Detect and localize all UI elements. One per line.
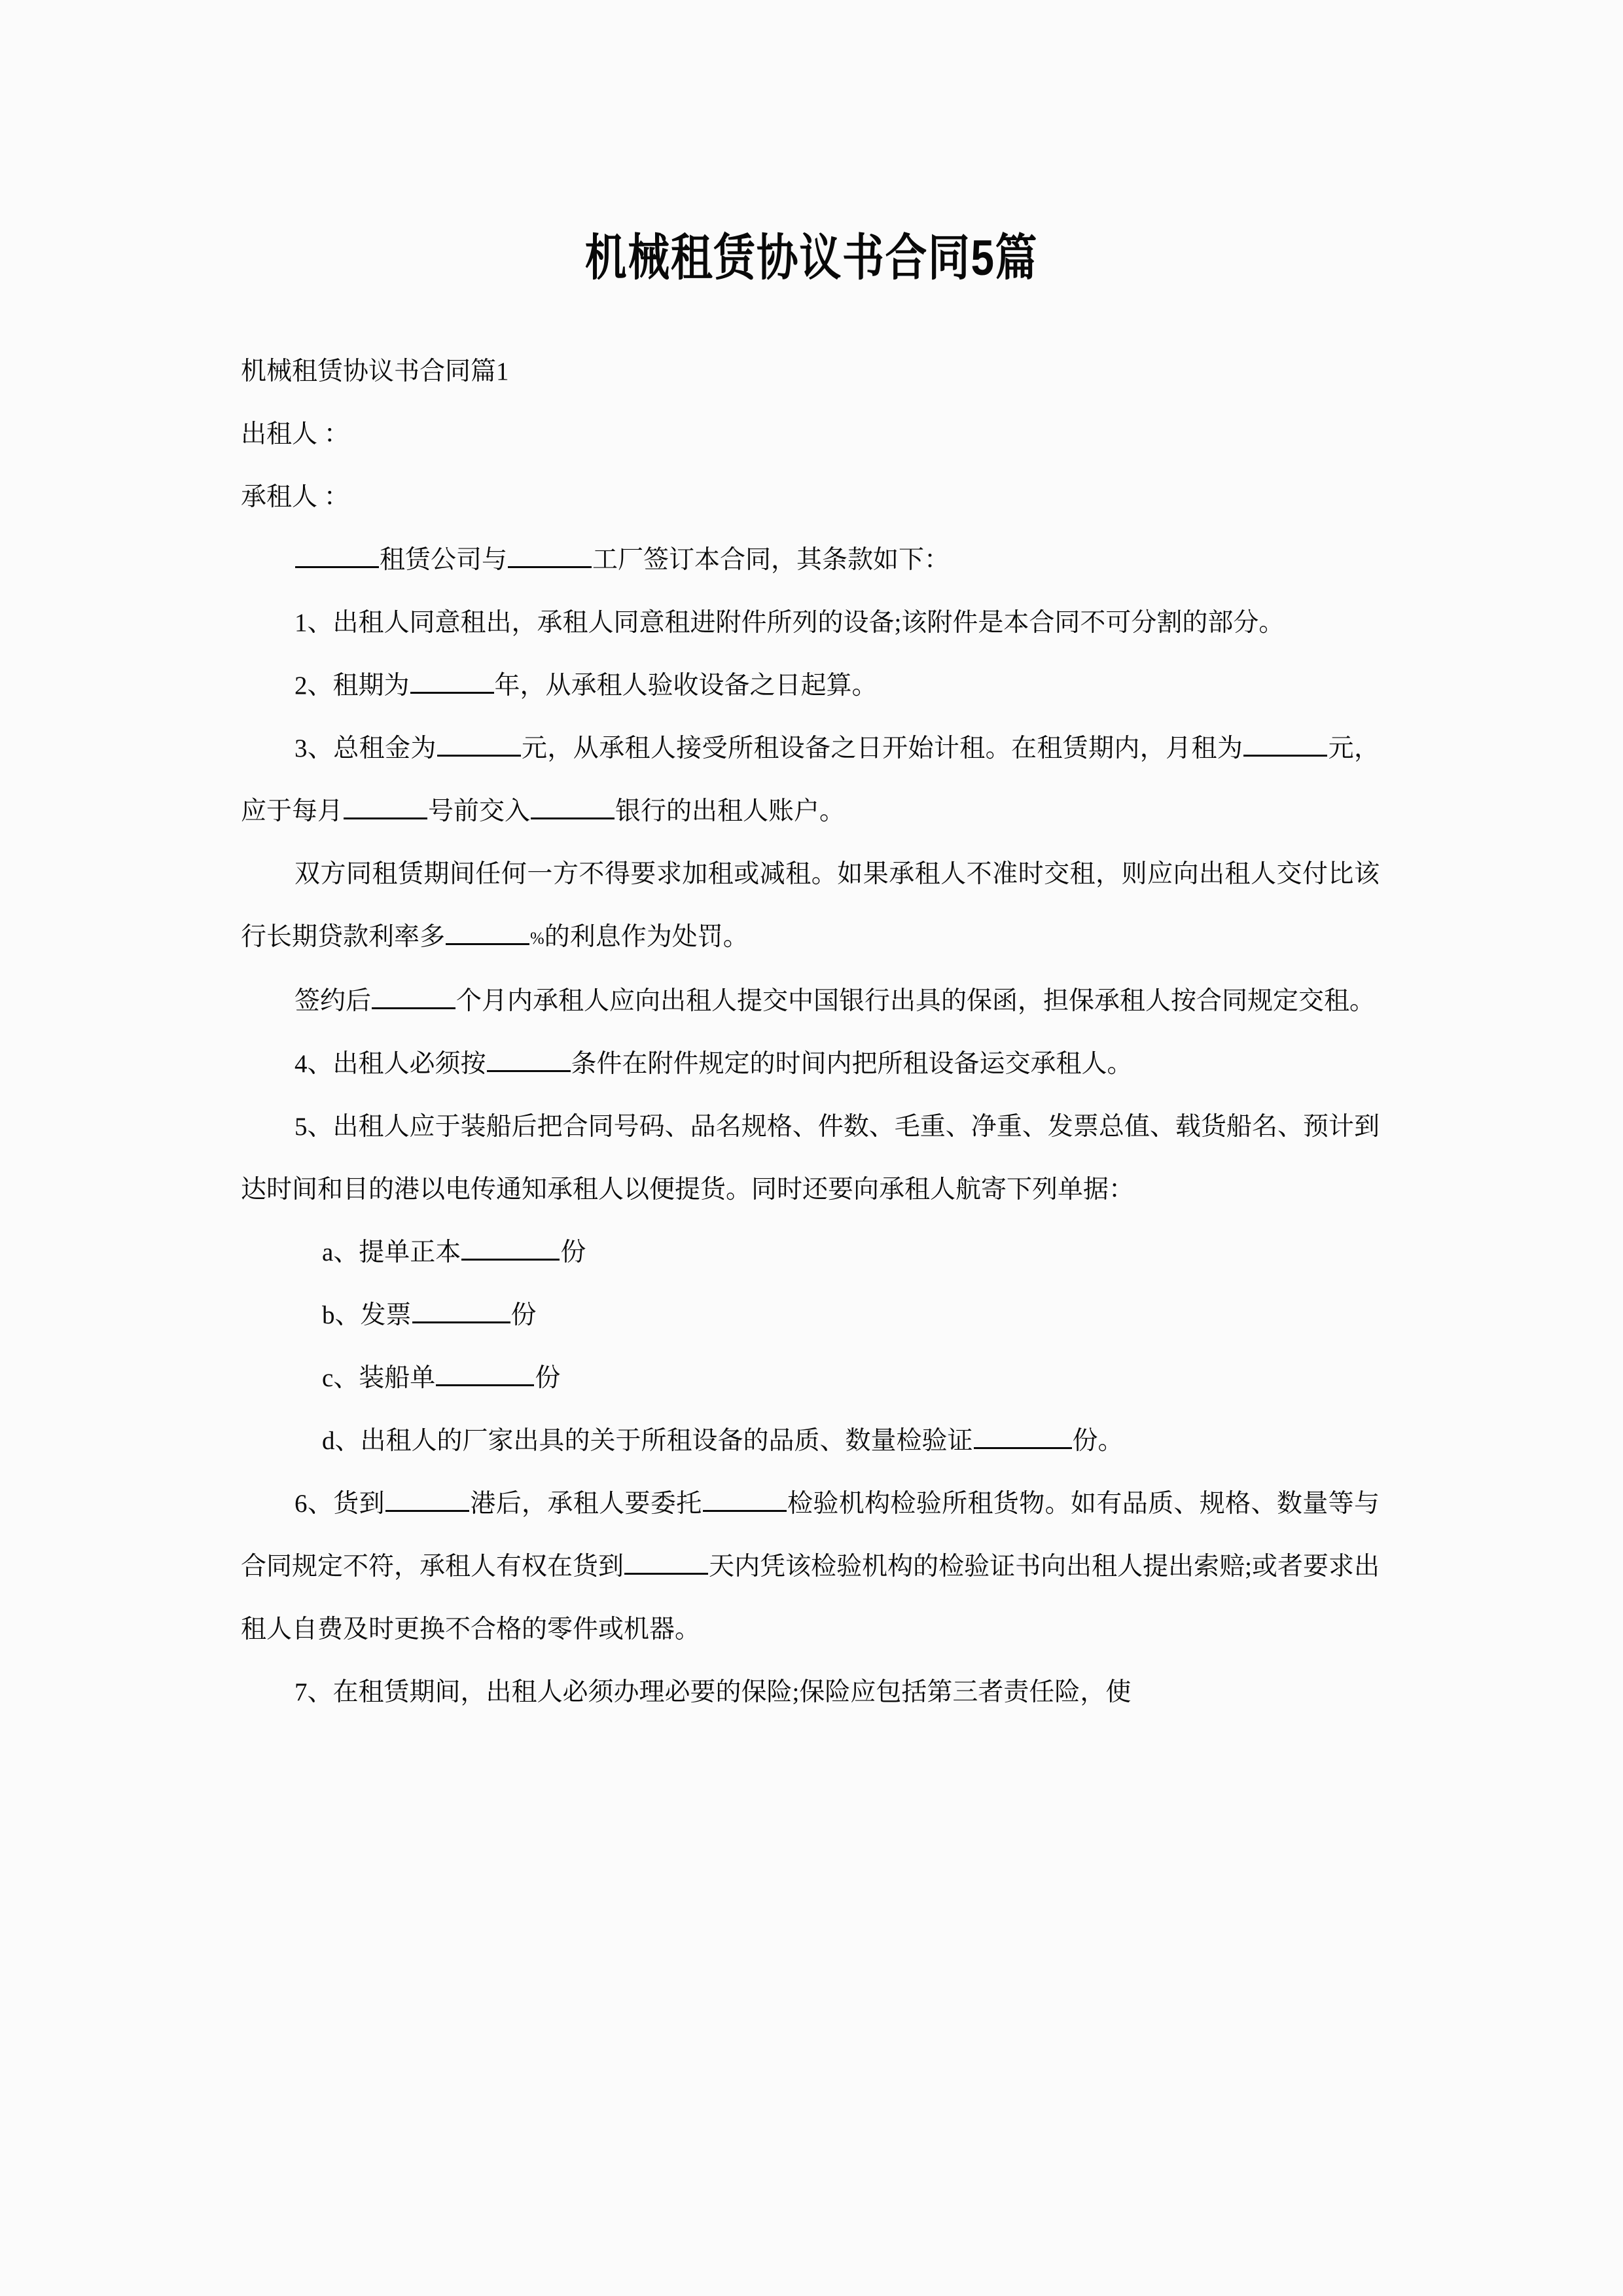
lessee-line bbox=[241, 466, 1380, 529]
guarantee-text-b: 个月内承租人应向出租人提交中国银行出具的保函，担保承租人按合同规定交租。 bbox=[456, 987, 1376, 1015]
clause-4 bbox=[241, 1033, 1380, 1096]
clause-5-item-d-text-a: d、出租人的厂家出具的关于所租设备的品质、数量检验证 bbox=[322, 1427, 973, 1455]
clause-3-note-text-b: 的利息作为处罚。 bbox=[544, 923, 749, 951]
clause-5 bbox=[241, 1096, 1380, 1221]
blank-penalty-rate[interactable] bbox=[446, 921, 529, 945]
clause-5-item-b-text-b: 份 bbox=[510, 1301, 537, 1329]
lessor-line bbox=[241, 403, 1380, 466]
clause-5-item-a-text-b: 份 bbox=[560, 1238, 586, 1266]
clause-5-item-d bbox=[241, 1410, 1380, 1473]
clause-5-text: 5、出租人应于装船后把合同号码、品名规格、件数、毛重、净重、发票总值、载货船名、预计到达时间和目的港以电传通知承租人以便提货。同时还要向承租人航寄下列单据： bbox=[241, 1113, 1380, 1204]
guarantee-paragraph bbox=[241, 970, 1380, 1033]
clause-5-item-c-text-a: c、装船单 bbox=[322, 1364, 436, 1392]
clause-1 bbox=[241, 592, 1380, 655]
clause-2-text-b: 年，从承租人验收设备之日起算。 bbox=[494, 672, 878, 700]
intro-text-b: 工厂签订本合同，其条款如下： bbox=[592, 546, 950, 574]
clause-6-text-d: 天内凭该检验机构的检验证书向出租人提出索赔;或者要求出租人自费及时更换不合格的零件或机器。 bbox=[241, 1552, 1380, 1643]
clause-3-text-b: 元，从承租人接受所租设备之日开始计租。在租赁期内，月租为 bbox=[521, 734, 1243, 762]
blank-guarantee-months[interactable] bbox=[372, 985, 455, 1009]
blank-payment-day[interactable] bbox=[344, 795, 427, 819]
clause-2 bbox=[241, 655, 1380, 717]
clause-7-clip bbox=[241, 1661, 1380, 1724]
blank-bank-name[interactable] bbox=[531, 795, 615, 819]
blank-lessee-factory[interactable] bbox=[508, 544, 592, 568]
clause-5-item-c bbox=[241, 1347, 1380, 1410]
intro-text-a: 租赁公司与 bbox=[380, 546, 508, 574]
blank-delivery-terms[interactable] bbox=[487, 1048, 571, 1072]
guarantee-text-a: 签约后 bbox=[294, 987, 372, 1015]
clause-5-item-d-text-b: 份。 bbox=[1072, 1427, 1124, 1455]
blank-lessor-company[interactable] bbox=[295, 544, 379, 568]
blank-bill-of-lading-copies[interactable] bbox=[461, 1236, 560, 1261]
section-heading bbox=[241, 340, 1380, 403]
clause-1-text: 1、出租人同意租出，承租人同意租进附件所列的设备;该附件是本合同不可分割的部分。 bbox=[294, 609, 1285, 637]
clause-4-text-b: 条件在附件规定的时间内把所租设备运交承租人。 bbox=[571, 1050, 1133, 1078]
blank-invoice-copies[interactable] bbox=[412, 1299, 510, 1323]
clause-6 bbox=[241, 1473, 1380, 1661]
clause-6-text-b: 港后，承租人要委托 bbox=[469, 1490, 702, 1518]
document-body bbox=[241, 340, 1380, 1724]
blank-inspection-cert-copies[interactable] bbox=[974, 1425, 1072, 1449]
clause-5-item-a-text-a: a、提单正本 bbox=[322, 1238, 461, 1266]
clause-3-note-text-a: 双方同租赁期间任何一方不得要求加租或减租。如果承租人不准时交租，则应向出租人交付比该行长期贷款利率多 bbox=[241, 860, 1380, 951]
clause-6-text-a: 6、货到 bbox=[294, 1490, 385, 1518]
clause-2-text-a: 2、租期为 bbox=[294, 672, 410, 700]
clause-5-item-c-text-b: 份 bbox=[535, 1364, 561, 1392]
clause-5-item-b bbox=[241, 1284, 1380, 1347]
clause-7 bbox=[241, 1661, 1380, 1724]
lessor-label: 出租人 ： bbox=[241, 420, 349, 448]
clause-3-text-e: 银行的出租人账户。 bbox=[615, 797, 846, 825]
lessee-label: 承租人 ： bbox=[241, 483, 349, 511]
clause-5-item-b-text-a: b、发票 bbox=[322, 1301, 412, 1329]
clause-4-text-a: 4、出租人必须按 bbox=[294, 1050, 486, 1078]
intro-paragraph bbox=[241, 529, 1380, 592]
clause-3-text-a: 3、总租金为 bbox=[294, 734, 437, 762]
blank-inspection-agency[interactable] bbox=[703, 1488, 787, 1512]
percent-symbol: % bbox=[530, 929, 544, 948]
clause-7-text: 7、在租赁期间，出租人必须办理必要的保险;保险应包括第三者责任险，使 bbox=[294, 1678, 1132, 1706]
blank-lease-years[interactable] bbox=[410, 670, 494, 694]
blank-monthly-rent[interactable] bbox=[1243, 732, 1327, 757]
clause-6-text-c: 检验机构检验所租货物。如有品质、规格、数量等与合同规定不符，承租人有权在货到 bbox=[241, 1490, 1380, 1581]
clause-5-item-a bbox=[241, 1221, 1380, 1284]
clause-3-note bbox=[241, 843, 1380, 970]
section-heading-text: 机械租赁协议书合同篇1 bbox=[241, 357, 509, 386]
clause-3 bbox=[241, 717, 1380, 843]
blank-claim-days[interactable] bbox=[624, 1551, 708, 1575]
clause-3-text-c: 元，应于每月 bbox=[241, 734, 1380, 825]
blank-arrival-port[interactable] bbox=[385, 1488, 469, 1512]
blank-shipping-note-copies[interactable] bbox=[436, 1362, 534, 1386]
page-title: 机械租赁协议书合同5篇 bbox=[584, 230, 1039, 286]
clause-3-text-d: 号前交入 bbox=[428, 797, 531, 825]
blank-total-rent[interactable] bbox=[437, 732, 521, 757]
